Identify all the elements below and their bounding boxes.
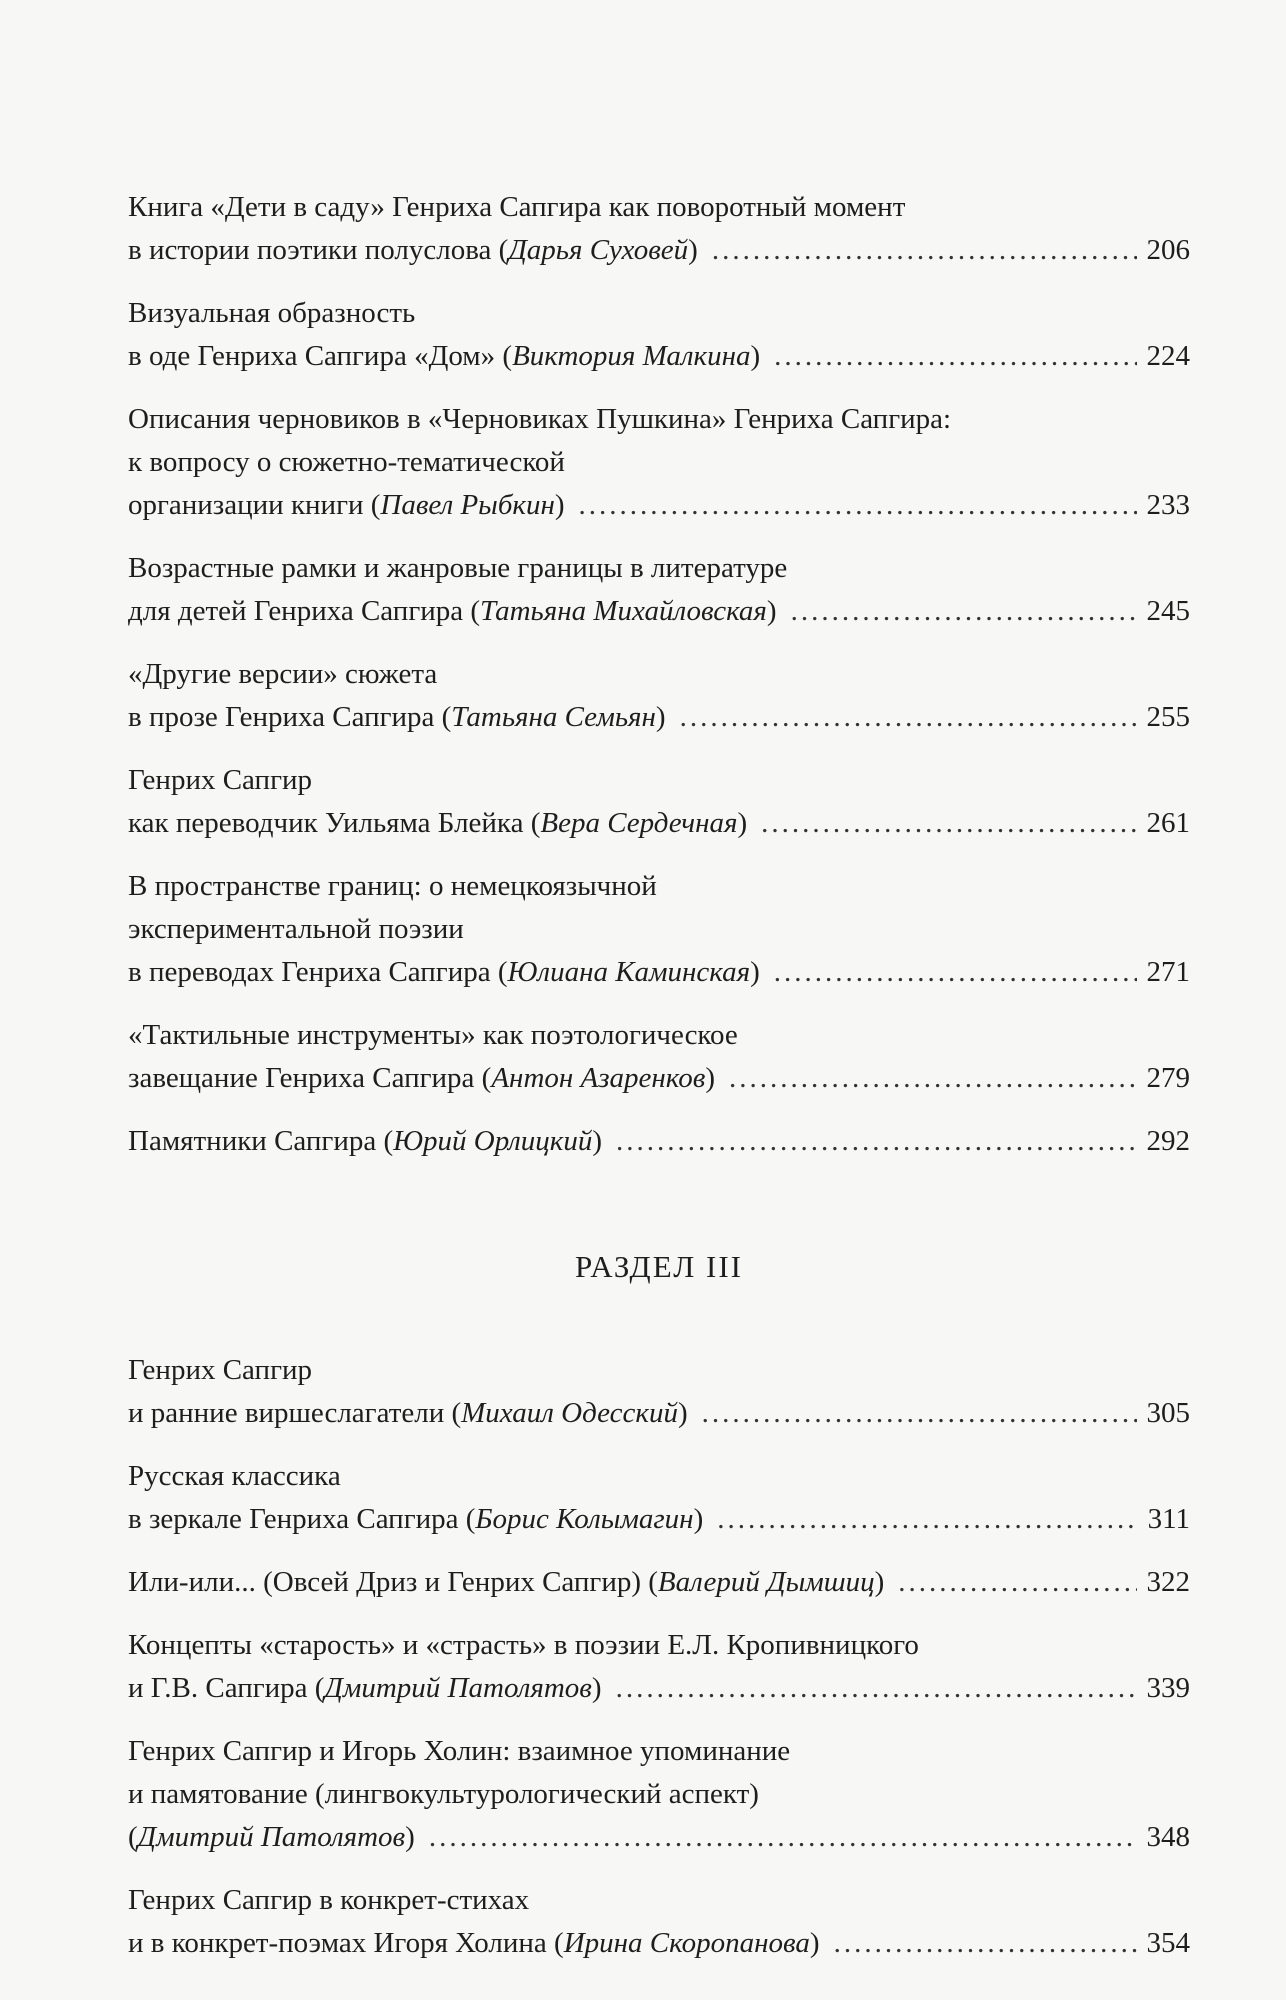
dot-leader	[774, 335, 1136, 378]
toc-entry-close-paren: )	[766, 595, 777, 627]
toc-entry	[128, 547, 1190, 633]
toc-entry-close-paren: )	[554, 489, 565, 521]
toc-entry-close-paren: )	[693, 1503, 704, 1535]
dot-leader	[616, 1667, 1137, 1710]
toc-entry-title	[128, 1667, 602, 1710]
toc-entry-title-text: (	[128, 1821, 138, 1853]
toc-entry-title-line: Концепты «старость» и «страсть» в поэзии Е.Л. Кропивницкого	[128, 1629, 919, 1661]
toc-entry-title-text: в переводах Генриха Сапгира (	[128, 956, 508, 988]
toc-entry-author: Антон Азаренков	[491, 1062, 706, 1094]
toc-entry-close-paren: )	[688, 234, 698, 266]
toc-entry-title	[128, 484, 565, 527]
toc-entry-title-line: В пространстве границ: о немецкоязычной	[128, 870, 657, 902]
toc-entry-title-line: Визуальная образность	[128, 297, 416, 329]
toc-entry-last-line	[128, 1120, 1190, 1163]
toc-entry-last-line	[128, 1922, 1190, 1965]
toc-entry-author: Дмитрий Патолятов	[137, 1821, 406, 1853]
table-of-contents	[128, 186, 1190, 1985]
toc-page-number: 224	[1146, 340, 1190, 372]
toc-entry-author: Татьяна Семьян	[451, 701, 656, 733]
toc-page-number: 311	[1147, 1503, 1190, 1535]
toc-entry-title	[128, 229, 698, 272]
toc-page-number: 305	[1146, 1397, 1190, 1429]
toc-entry-last-line	[128, 335, 1190, 378]
toc-page-number: 261	[1146, 807, 1190, 839]
toc-entry-title-text: Памятники Сапгира (	[128, 1125, 394, 1157]
section-2-entries	[128, 186, 1190, 1163]
toc-entry-close-paren: )	[750, 340, 761, 372]
dot-leader	[761, 802, 1136, 845]
toc-entry-last-line	[128, 951, 1190, 994]
toc-entry-last-line	[128, 1816, 1190, 1859]
toc-entry-last-line	[128, 1561, 1190, 1604]
toc-entry	[128, 1014, 1190, 1100]
section-3-entries	[128, 1349, 1190, 1965]
toc-entry-title-text: в прозе Генриха Сапгира (	[128, 701, 452, 733]
toc-entry-title-line: Возрастные рамки и жанровые границы в литературе	[128, 552, 788, 584]
dot-leader	[680, 696, 1137, 739]
dot-leader	[702, 1392, 1137, 1435]
toc-entry-author: Дарья Суховей	[508, 234, 689, 266]
toc-entry-last-line	[128, 1057, 1190, 1100]
toc-entry-author: Юрий Орлицкий	[393, 1125, 593, 1157]
toc-entry-title	[128, 335, 760, 378]
toc-entry-title-line: к вопросу о сюжетно-тематической	[128, 446, 565, 478]
toc-entry-author: Вера Сердечная	[540, 807, 738, 839]
toc-entry-title-text: организации книги (	[128, 489, 381, 521]
toc-entry-title-text: в оде Генриха Сапгира «Дом» (	[128, 340, 513, 372]
toc-entry	[128, 1624, 1190, 1710]
toc-entry-last-line	[128, 484, 1190, 527]
dot-leader	[729, 1057, 1136, 1100]
toc-page-number: 245	[1146, 595, 1190, 627]
toc-entry	[128, 1730, 1190, 1859]
toc-entry-title-line: и памятование (лингвокультурологический аспект)	[128, 1778, 759, 1810]
toc-entry-title-line: Описания черновиков в «Черновиках Пушкина» Генриха Сапгира:	[128, 403, 952, 435]
toc-entry-title-text: и ранние виршеслагатели (	[128, 1397, 462, 1429]
toc-entry-title-text: в истории поэтики полуслова (	[128, 234, 509, 266]
toc-entry	[128, 1120, 1190, 1163]
toc-entry-close-paren: )	[809, 1927, 820, 1959]
dot-leader	[898, 1561, 1136, 1604]
toc-entry-close-paren: )	[655, 701, 666, 733]
toc-entry-title	[128, 1561, 884, 1604]
dot-leader	[712, 229, 1137, 272]
toc-entry-last-line	[128, 1392, 1190, 1435]
toc-entry-title-text: Или-или... (Овсей Дриз и Генрих Сапгир) (	[128, 1566, 658, 1598]
toc-entry-author: Михаил Одесский	[461, 1397, 678, 1429]
toc-page-number: 354	[1146, 1927, 1190, 1959]
toc-entry-title	[128, 1922, 820, 1965]
toc-entry	[128, 1349, 1190, 1435]
toc-page-number: 348	[1146, 1821, 1190, 1853]
dot-leader	[834, 1922, 1137, 1965]
toc-entry-close-paren: )	[405, 1821, 415, 1853]
toc-entry-author: Валерий Дымшиц	[657, 1566, 875, 1598]
toc-entry-title-text: в зеркале Генриха Сапгира (	[128, 1503, 476, 1535]
toc-entry	[128, 1561, 1190, 1604]
toc-entry	[128, 398, 1190, 527]
toc-entry-title-line: Генрих Сапгир в конкрет-стихах	[128, 1884, 530, 1916]
toc-entry-close-paren: )	[874, 1566, 885, 1598]
toc-entry	[128, 865, 1190, 994]
toc-entry-title	[128, 1057, 715, 1100]
dot-leader	[717, 1498, 1137, 1541]
toc-entry-title-line: «Другие версии» сюжета	[128, 658, 438, 690]
dot-leader	[616, 1120, 1136, 1163]
toc-entry-title-text: и Г.В. Сапгира (	[128, 1672, 325, 1704]
toc-page-number: 339	[1146, 1672, 1190, 1704]
toc-entry-title-text: завещание Генриха Сапгира (	[128, 1062, 492, 1094]
dot-leader	[579, 484, 1137, 527]
toc-entry-last-line	[128, 229, 1190, 272]
dot-leader	[774, 951, 1137, 994]
toc-page-number: 279	[1146, 1062, 1190, 1094]
toc-entry-title	[128, 951, 760, 994]
toc-entry-title-line: «Тактильные инструменты» как поэтологическое	[128, 1019, 738, 1051]
toc-entry-title-line: Русская классика	[128, 1460, 341, 1492]
toc-entry-close-paren: )	[591, 1672, 602, 1704]
toc-page-number: 271	[1146, 956, 1190, 988]
toc-entry-author: Павел Рыбкин	[380, 489, 555, 521]
toc-entry-title	[128, 696, 666, 739]
toc-entry	[128, 1879, 1190, 1965]
toc-entry-author: Виктория Малкина	[512, 340, 751, 372]
toc-entry-last-line	[128, 590, 1190, 633]
toc-entry-last-line	[128, 1667, 1190, 1710]
toc-entry-title	[128, 1816, 415, 1859]
toc-entry-title	[128, 590, 777, 633]
dot-leader	[791, 590, 1137, 633]
toc-entry-title-line: экспериментальной поэзии	[128, 913, 464, 945]
toc-entry-author: Дмитрий Патолятов	[324, 1672, 592, 1704]
toc-entry-close-paren: )	[737, 807, 748, 839]
toc-entry-close-paren: )	[750, 956, 760, 988]
toc-entry-title	[128, 1120, 602, 1163]
toc-entry	[128, 759, 1190, 845]
toc-page-number: 292	[1146, 1125, 1190, 1157]
toc-entry-author: Татьяна Михайловская	[480, 595, 767, 627]
toc-entry-close-paren: )	[705, 1062, 716, 1094]
toc-entry	[128, 653, 1190, 739]
toc-entry-title-line: Генрих Сапгир и Игорь Холин: взаимное упоминание	[128, 1735, 791, 1767]
toc-entry-title-text: и в конкрет-поэмах Игоря Холина (	[128, 1927, 564, 1959]
toc-entry-title	[128, 1392, 688, 1435]
toc-entry-title-line: Книга «Дети в саду» Генриха Сапгира как поворотный момент	[128, 191, 906, 223]
toc-entry-title-text: как переводчик Уильяма Блейка (	[128, 807, 541, 839]
section-heading: РАЗДЕЛ III	[575, 1249, 743, 1284]
toc-entry-title-line: Генрих Сапгир	[128, 764, 312, 796]
toc-entry	[128, 1455, 1190, 1541]
toc-entry-last-line	[128, 1498, 1190, 1541]
toc-entry-last-line	[128, 802, 1190, 845]
toc-entry	[128, 292, 1190, 378]
toc-entry-author: Борис Колымагин	[475, 1503, 694, 1535]
toc-entry-close-paren: )	[592, 1125, 603, 1157]
toc-entry-author: Ирина Скоропанова	[563, 1927, 810, 1959]
toc-page-number: 255	[1146, 701, 1190, 733]
toc-entry-title	[128, 802, 747, 845]
toc-entry	[128, 186, 1190, 272]
toc-entry-title-text: для детей Генриха Сапгира (	[128, 595, 481, 627]
toc-entry-title-line: Генрих Сапгир	[128, 1354, 312, 1386]
toc-entry-author: Юлиана Каминская	[507, 956, 751, 988]
toc-entry-close-paren: )	[677, 1397, 688, 1429]
toc-page-number: 206	[1146, 234, 1190, 266]
toc-page-number: 233	[1146, 489, 1190, 521]
dot-leader	[429, 1816, 1137, 1859]
toc-page-number: 322	[1146, 1566, 1190, 1598]
toc-entry-title	[128, 1498, 703, 1541]
toc-entry-last-line	[128, 696, 1190, 739]
